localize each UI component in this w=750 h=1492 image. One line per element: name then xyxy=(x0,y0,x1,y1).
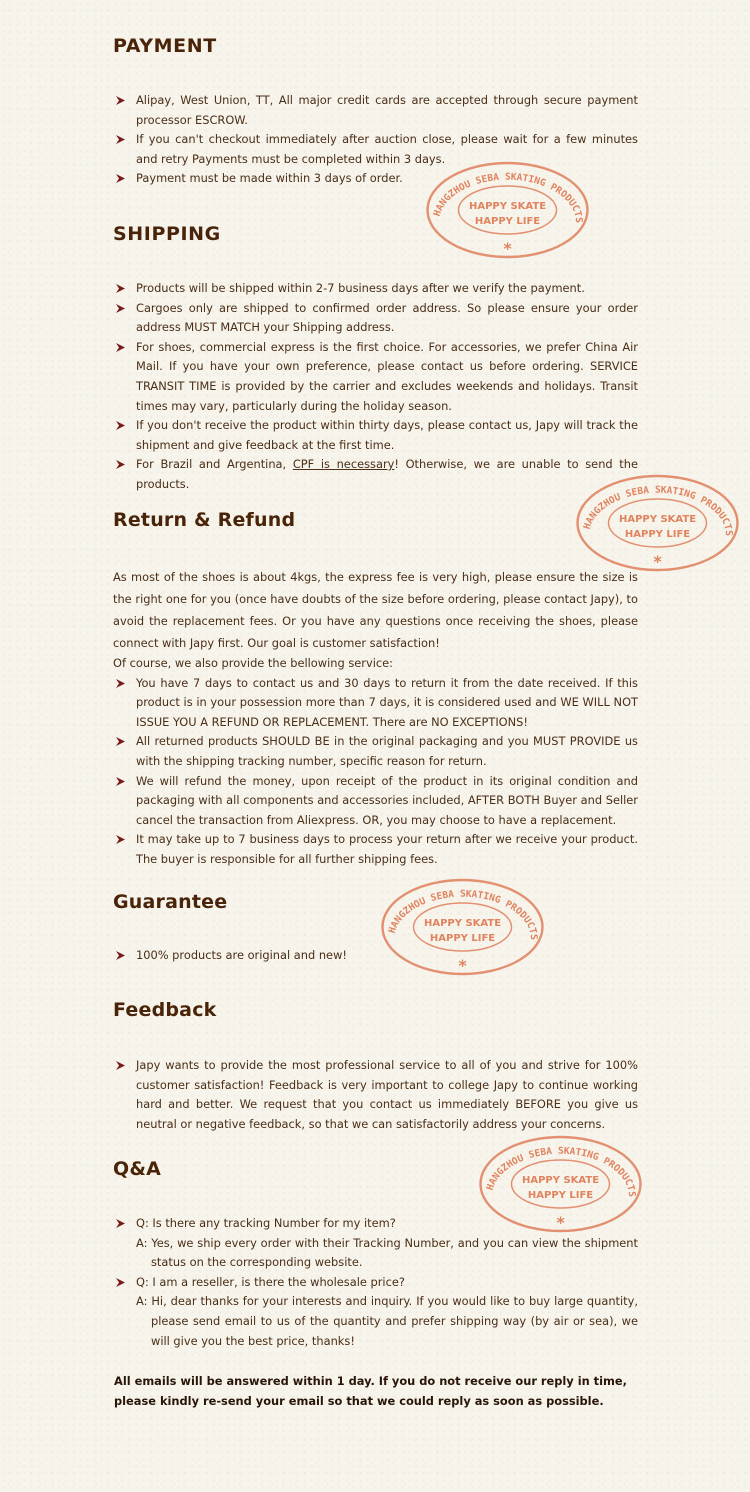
list-item: Japy wants to provide the most professional service to all of you and strive for 100% customer satisfaction! Feedback is very important to college Japy to continue working hard and better. We request that you contact us immediately BEFORE you give us neutral or negative feedback, so that we can satisfactorily address your concerns. xyxy=(113,1056,638,1134)
seal-line-2: HAPPY LIFE xyxy=(527,1190,594,1201)
list-item: Alipay, West Union, TT, All major credit cards are accepted through secure payment processor ESCROW. xyxy=(113,91,638,130)
list-item: For shoes, commercial express is the first choice. For accessories, we prefer China Air Mail. If you have your own preference, please contact us before ordering. SERVICE TRANSIT TIME is provided by the carrier and excludes weekends and holidays. Transit times may vary, particularly during the holiday season. xyxy=(113,338,638,416)
question: Q: Is there any tracking Number for my item? xyxy=(113,1214,638,1234)
arrow-bullet-icon xyxy=(115,342,126,353)
seal-graphic xyxy=(380,877,545,977)
seal-star: * xyxy=(458,956,467,975)
list-item: 100% products are original and new! xyxy=(113,946,638,966)
arrow-bullet-icon xyxy=(115,776,126,787)
seal-graphic xyxy=(575,473,740,573)
arrow-bullet-icon xyxy=(115,678,126,689)
company-seal-stamp xyxy=(478,1134,643,1234)
seal-star: * xyxy=(503,239,512,258)
payment-heading: PAYMENT xyxy=(113,35,217,57)
arrow-bullet-icon xyxy=(115,303,126,314)
refund-section xyxy=(113,566,638,870)
arrow-bullet-icon xyxy=(115,134,126,145)
arrow-bullet-icon xyxy=(115,950,126,961)
qa-heading: Q&A xyxy=(113,1158,162,1180)
qa-section xyxy=(113,1214,638,1351)
list-item: If you can't checkout immediately after auction close, please wait for a few minutes and retry Payments must be completed within 3 days. xyxy=(113,130,638,169)
arrow-bullet-icon xyxy=(115,459,126,470)
arrow-bullet-icon xyxy=(115,736,126,747)
company-seal-stamp xyxy=(425,160,590,260)
arrow-bullet-icon xyxy=(115,95,126,106)
seal-star: * xyxy=(653,552,662,571)
feedback-heading: Feedback xyxy=(113,999,217,1021)
company-seal-stamp xyxy=(575,473,740,573)
question: Q: I am a reseller, is there the wholesale price? xyxy=(113,1273,638,1293)
list-item: For Brazil and Argentina, CPF is necessary! Otherwise, we are unable to send the products. xyxy=(113,455,638,494)
seal-ring-text: HANGZHOU SEBA SKATING PRODUCTS xyxy=(581,484,735,537)
list-item: If you don't receive the product within thirty days, please contact us, Japy will track the shipment and give feedback at the first time. xyxy=(113,416,638,455)
seal-graphic xyxy=(425,160,590,260)
list-item: Products will be shipped within 2-7 business days after we verify the payment. xyxy=(113,279,638,299)
arrow-bullet-icon xyxy=(115,283,126,294)
arrow-bullet-icon xyxy=(115,420,126,431)
seal-ring-text: HANGZHOU SEBA SKATING PRODUCTS xyxy=(386,888,540,941)
guarantee-heading: Guarantee xyxy=(113,891,228,913)
refund-heading: Return & Refund xyxy=(113,509,296,531)
seal-line-1: HAPPY SKATE xyxy=(521,1175,600,1186)
seal-line-1: HAPPY SKATE xyxy=(618,514,697,525)
seal-star: * xyxy=(556,1213,565,1232)
arrow-bullet-icon xyxy=(115,1218,126,1229)
list-item: All returned products SHOULD BE in the original packaging and you MUST PROVIDE us with the shipping tracking number, specific reason for return. xyxy=(113,732,638,771)
cpf-link[interactable]: CPF is necessary xyxy=(292,457,395,472)
arrow-bullet-icon xyxy=(115,173,126,184)
seal-line-2: HAPPY LIFE xyxy=(474,216,541,227)
list-item: Cargoes only are shipped to confirmed order address. So please ensure your order address MUST MATCH your Shipping address. xyxy=(113,299,638,338)
seal-ring-text: HANGZHOU SEBA SKATING PRODUCTS xyxy=(431,171,585,224)
list-item: We will refund the money, upon receipt of the product in its original condition and packaging with all components and accessories included, AFTER BOTH Buyer and Seller cancel the transaction from Aliexpress. OR, you may choose to have a replacement. xyxy=(113,772,638,831)
answer: A: Yes, we ship every order with their Tracking Number, and you can view the shipment status on the corresponding website. xyxy=(136,1235,638,1270)
final-note: All emails will be answered within 1 day. If you do not receive our reply in time, please kindly re-send your email so that we could reply as soon as possible. xyxy=(114,1374,627,1408)
list-item: Payment must be made within 3 days of order. xyxy=(113,169,638,189)
shipping-section xyxy=(113,279,638,495)
refund-intro: As most of the shoes is about 4kgs, the express fee is very high, please ensure the size is the right one for you (once have doubts of the size before ordering, please contact Japy), to avoid the replacement fees. Or you have any questions once receiving the shoes, please connect with Japy first. Our goal is customer satisfaction! xyxy=(113,570,638,650)
list-item: You have 7 days to contact us and 30 days to return it from the date received. If this product is in your possession more than 7 days, it is considered used and WE WILL NOT ISSUE YOU A REFUND OR REPLACEMENT. There are NO EXCEPTIONS! xyxy=(113,674,638,733)
arrow-bullet-icon xyxy=(115,834,126,845)
arrow-bullet-icon xyxy=(115,1060,126,1071)
answer: A: Hi, dear thanks for your interests and inquiry. If you would like to buy large quantity, please send email to us of the quantity and prefer shipping way (by air or sea), we will give you the best price, thanks! xyxy=(136,1294,638,1348)
seal-line-1: HAPPY SKATE xyxy=(423,918,502,929)
seal-line-2: HAPPY LIFE xyxy=(429,933,496,944)
arrow-bullet-icon xyxy=(115,1277,126,1288)
seal-ring-text: HANGZHOU SEBA SKATING PRODUCTS xyxy=(484,1145,638,1198)
company-seal-stamp xyxy=(380,877,545,977)
refund-intro-service: Of course, we also provide the bellowing service: xyxy=(113,656,393,670)
seal-graphic xyxy=(478,1134,643,1234)
seal-line-2: HAPPY LIFE xyxy=(624,529,691,540)
seal-line-1: HAPPY SKATE xyxy=(468,201,547,212)
feedback-section xyxy=(113,1056,638,1134)
guarantee-section xyxy=(113,946,638,966)
shipping-heading: SHIPPING xyxy=(113,223,221,245)
list-item: It may take up to 7 business days to process your return after we receive your product. The buyer is responsible for all further shipping fees. xyxy=(113,830,638,869)
